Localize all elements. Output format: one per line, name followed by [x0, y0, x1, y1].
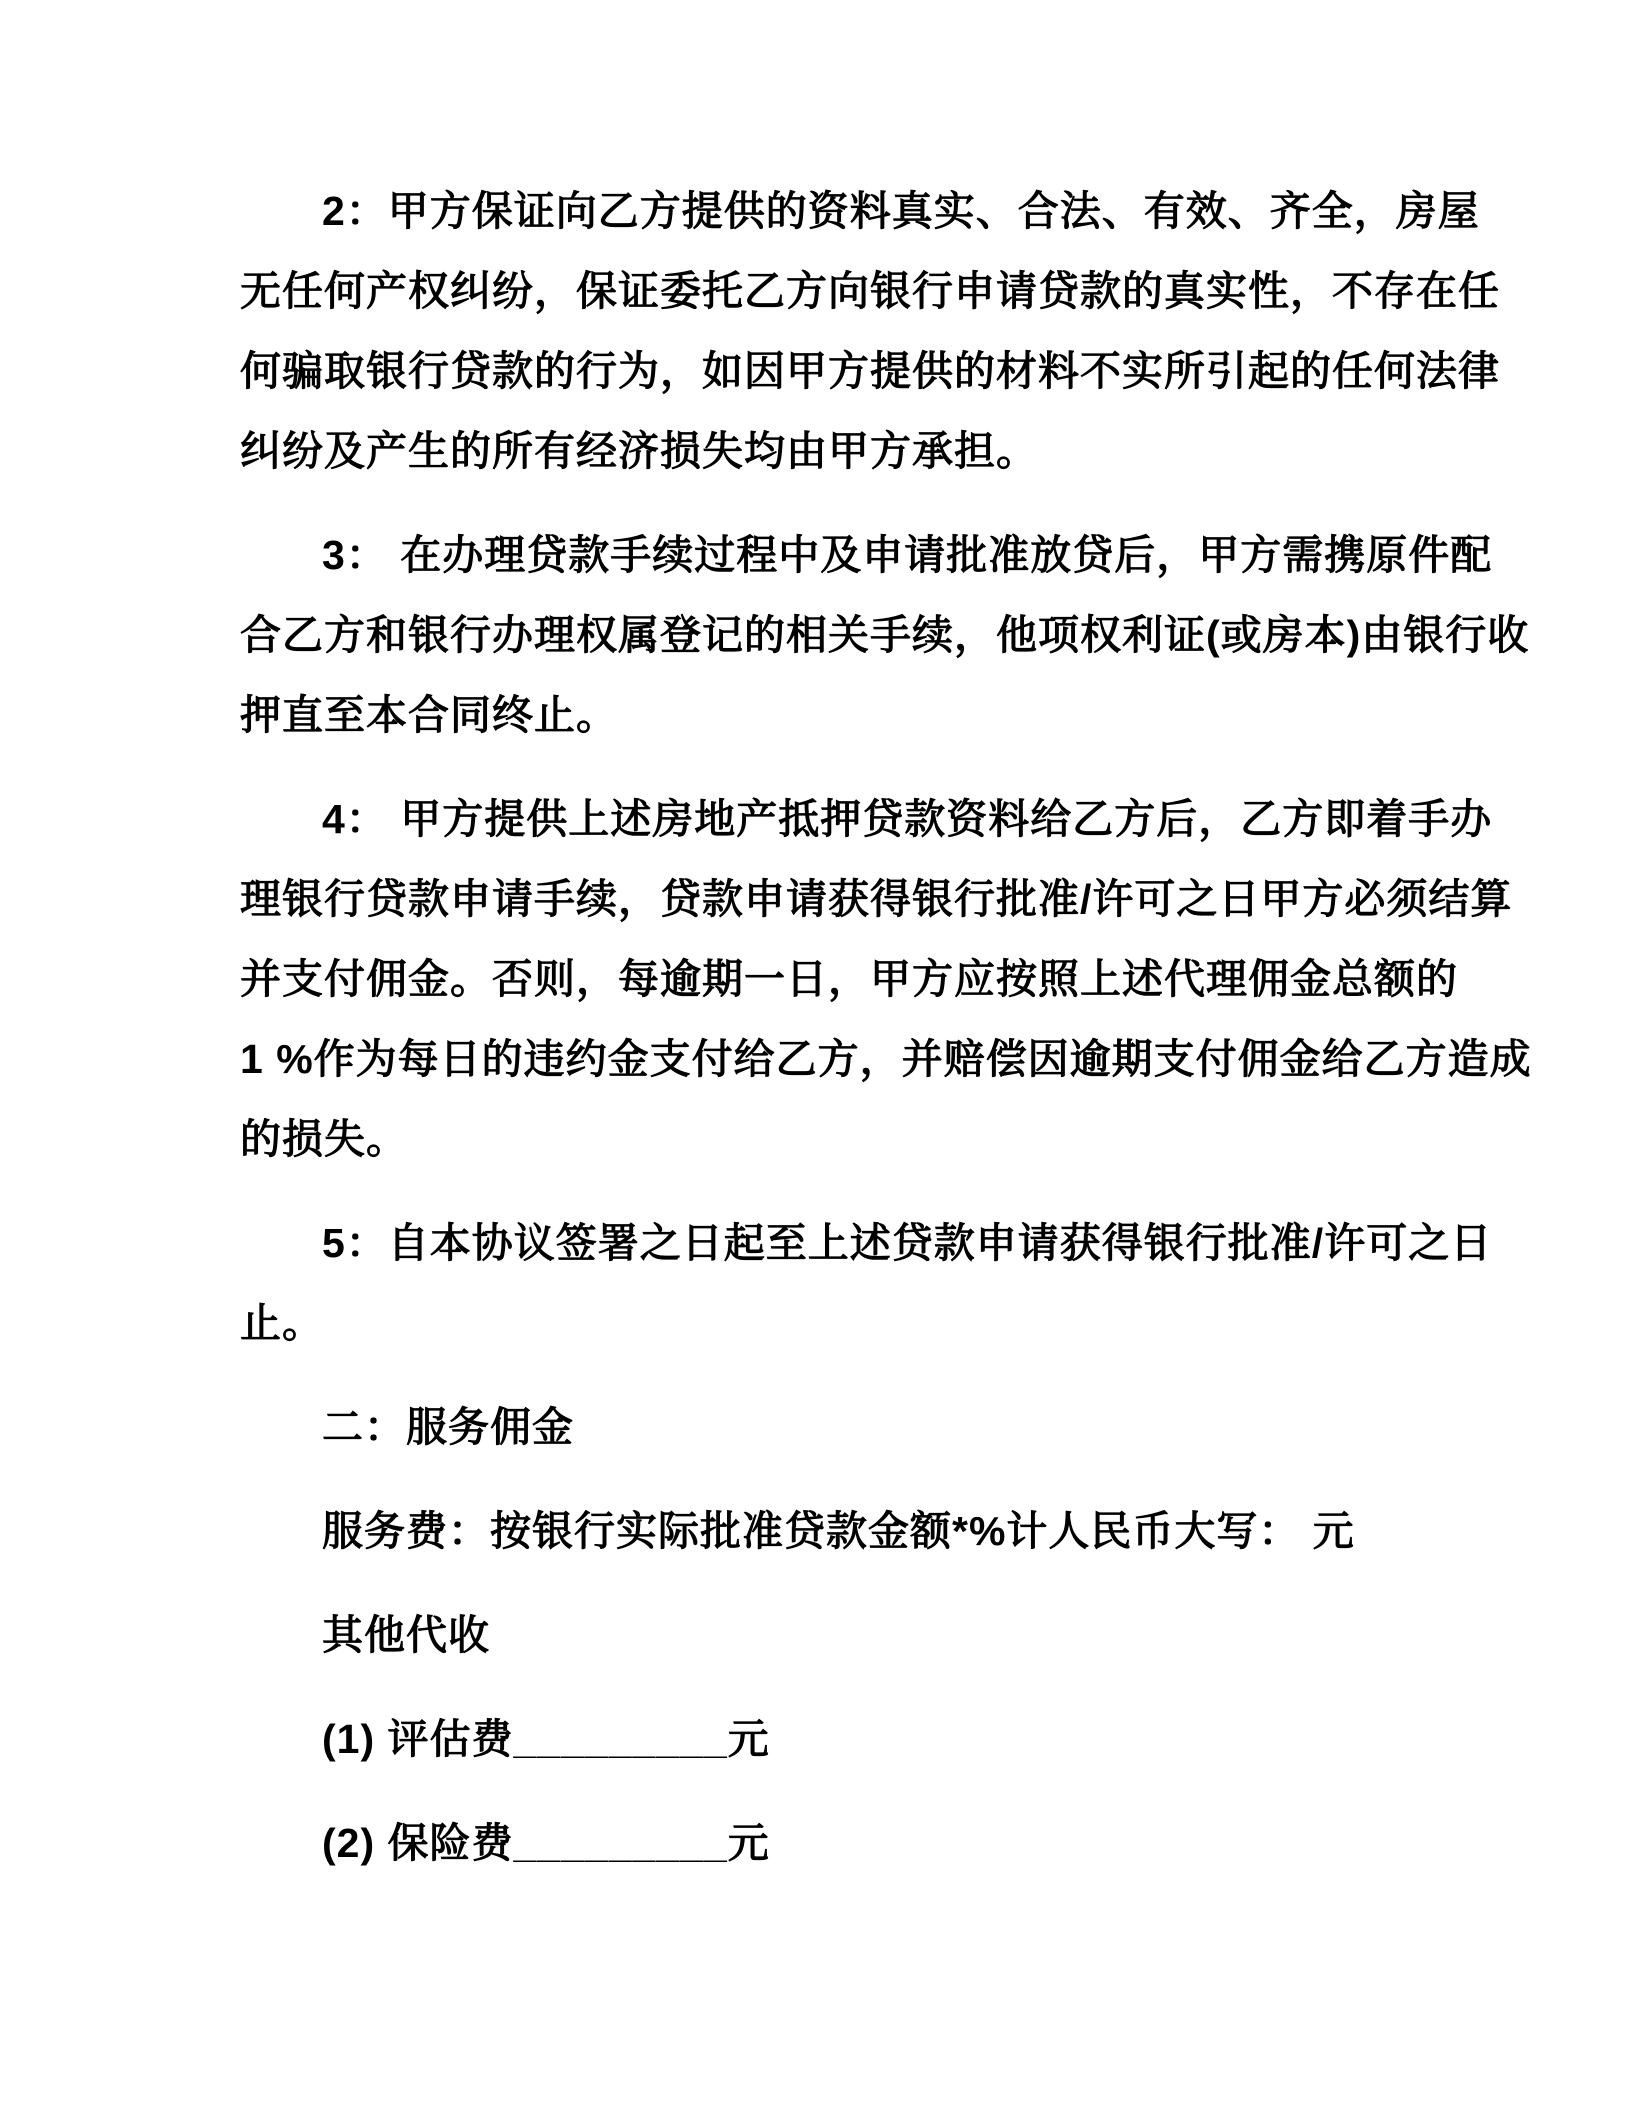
text-line: 4： 甲方提供上述房地产抵押贷款资料给乙方后，乙方即着手办	[322, 796, 1493, 842]
paragraph-fee-item-2	[240, 1803, 1432, 1883]
text-line: 何骗取银行贷款的行为，如因甲方提供的材料不实所引起的任何法律	[240, 348, 1500, 394]
text-line: 2：甲方保证向乙方提供的资料真实、合法、有效、齐全，房屋	[322, 188, 1480, 234]
text-line: 5：自本协议签署之日起至上述贷款申请获得银行批准/许可之日	[322, 1220, 1493, 1266]
text-line: 纠纷及产生的所有经济损失均由甲方承担。	[240, 428, 1038, 474]
paragraph-clause-2	[240, 171, 1500, 491]
text-line: 押直至本合同终止。	[240, 692, 618, 738]
text-line: 并支付佣金。否则，每逾期一日，甲方应按照上述代理佣金总额的	[240, 956, 1458, 1002]
text-line: 无任何产权纠纷，保证委托乙方向银行申请贷款的真实性，不存在任	[240, 268, 1500, 314]
text-line: 1 %作为每日的违约金支付给乙方，并赔偿因逾期支付佣金给乙方造成	[240, 1036, 1532, 1082]
paragraph-clause-3	[240, 515, 1530, 755]
text-line: (1) 评估费_________元	[322, 1716, 770, 1762]
paragraph-clause-5	[240, 1203, 1493, 1363]
text-line: 合乙方和银行办理权属登记的相关手续，他项权利证(或房本)由银行收	[240, 612, 1530, 658]
text-line: 3： 在办理贷款手续过程中及申请批准放贷后，甲方需携原件配	[322, 532, 1493, 578]
paragraph-clause-4	[240, 779, 1532, 1179]
paragraph-other-collection-heading	[240, 1595, 1432, 1675]
paragraph-fee-item-1	[240, 1699, 1432, 1779]
text-line: 其他代收	[322, 1612, 490, 1658]
text-line: (2) 保险费_________元	[322, 1820, 770, 1866]
paragraph-section-2-heading	[240, 1387, 1432, 1467]
document-body	[240, 171, 1532, 1883]
text-line: 止。	[240, 1300, 324, 1346]
text-line: 的损失。	[240, 1116, 408, 1162]
text-line: 理银行贷款申请手续，贷款申请获得银行批准/许可之日甲方必须结算	[240, 876, 1513, 922]
text-line: 二：服务佣金	[322, 1404, 574, 1450]
text-line: 服务费：按银行实际批准贷款金额*%计人民币大写： 元	[322, 1508, 1355, 1554]
paragraph-service-fee-line	[240, 1491, 1432, 1571]
